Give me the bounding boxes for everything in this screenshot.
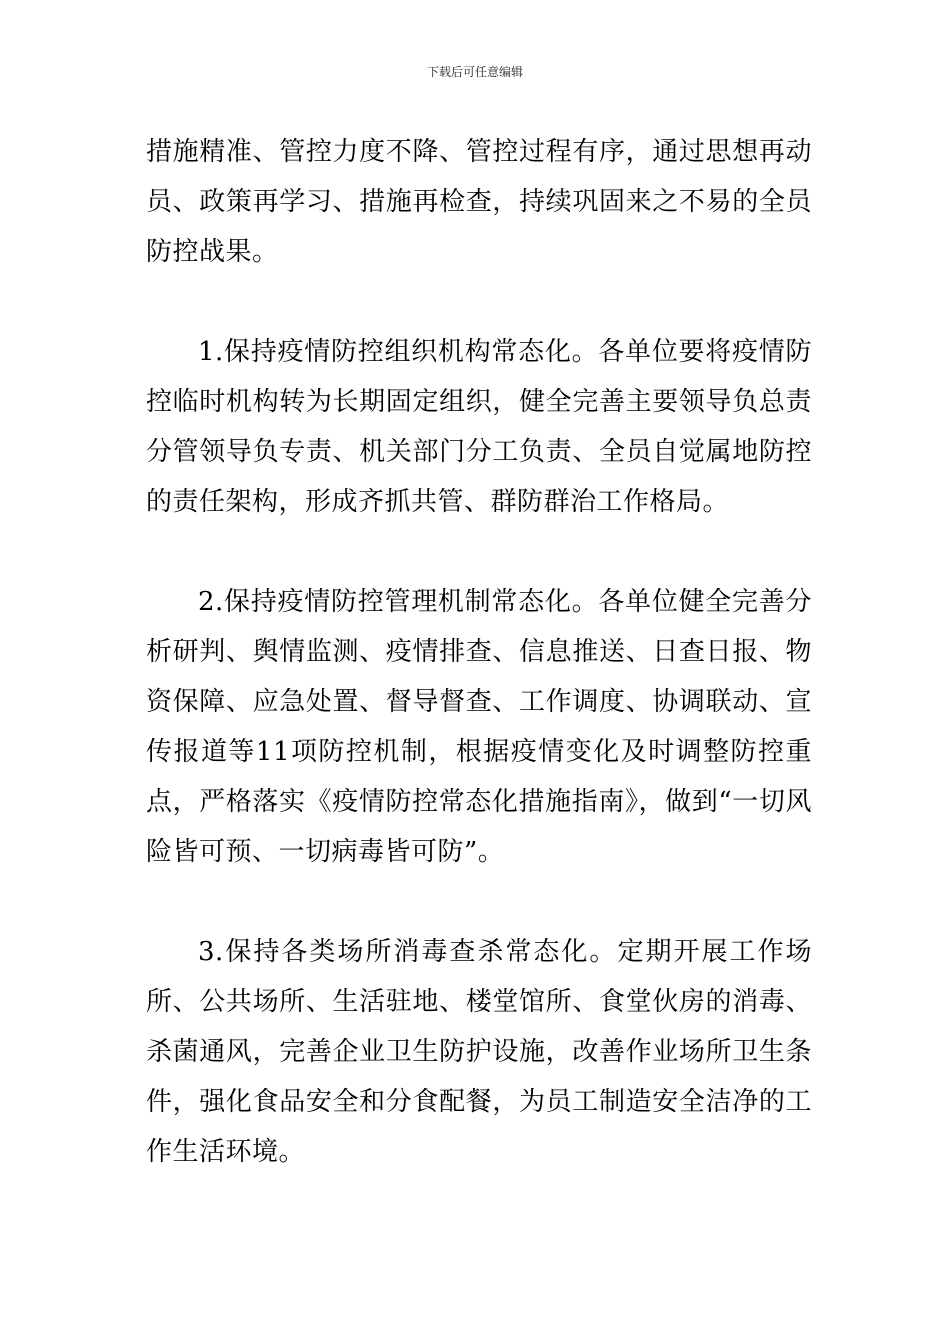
paragraph-continuation: 措施精准、管控力度不降、管控过程有序，通过思想再动员、政策再学习、措施再检查，持续巩固来之不易的全员防控战果。 xyxy=(146,137,812,267)
page-header: 下载后可任意编辑 xyxy=(426,65,523,79)
document-body xyxy=(146,127,812,1177)
paragraph-item-3: 3.保持各类场所消毒查杀常态化。定期开展工作场所、公共场所、生活驻地、楼堂馆所、食堂伙房的消毒、杀菌通风，完善企业卫生防护设施，改善作业场所卫生条件，强化食品安全和分食配餐，为员工制造安全洁净的工作生活环境。 xyxy=(146,937,812,1167)
paragraph-item-2: 2.保持疫情防控管理机制常态化。各单位健全完善分析研判、舆情监测、疫情排查、信息推送、日查日报、物资保障、应急处置、督导督查、工作调度、协调联动、宣传报道等11项防控机制，根据疫情变化及时调整防控重点，严格落实《疫情防控常态化措施指南》，做到“一切风险皆可预、一切病毒皆可防”。 xyxy=(146,587,812,867)
paragraph-item-1: 1.保持疫情防控组织机构常态化。各单位要将疫情防控临时机构转为长期固定组织，健全完善主要领导负总责分管领导负专责、机关部门分工负责、全员自觉属地防控的责任架构，形成齐抓共管、群防群治工作格局。 xyxy=(146,337,812,517)
